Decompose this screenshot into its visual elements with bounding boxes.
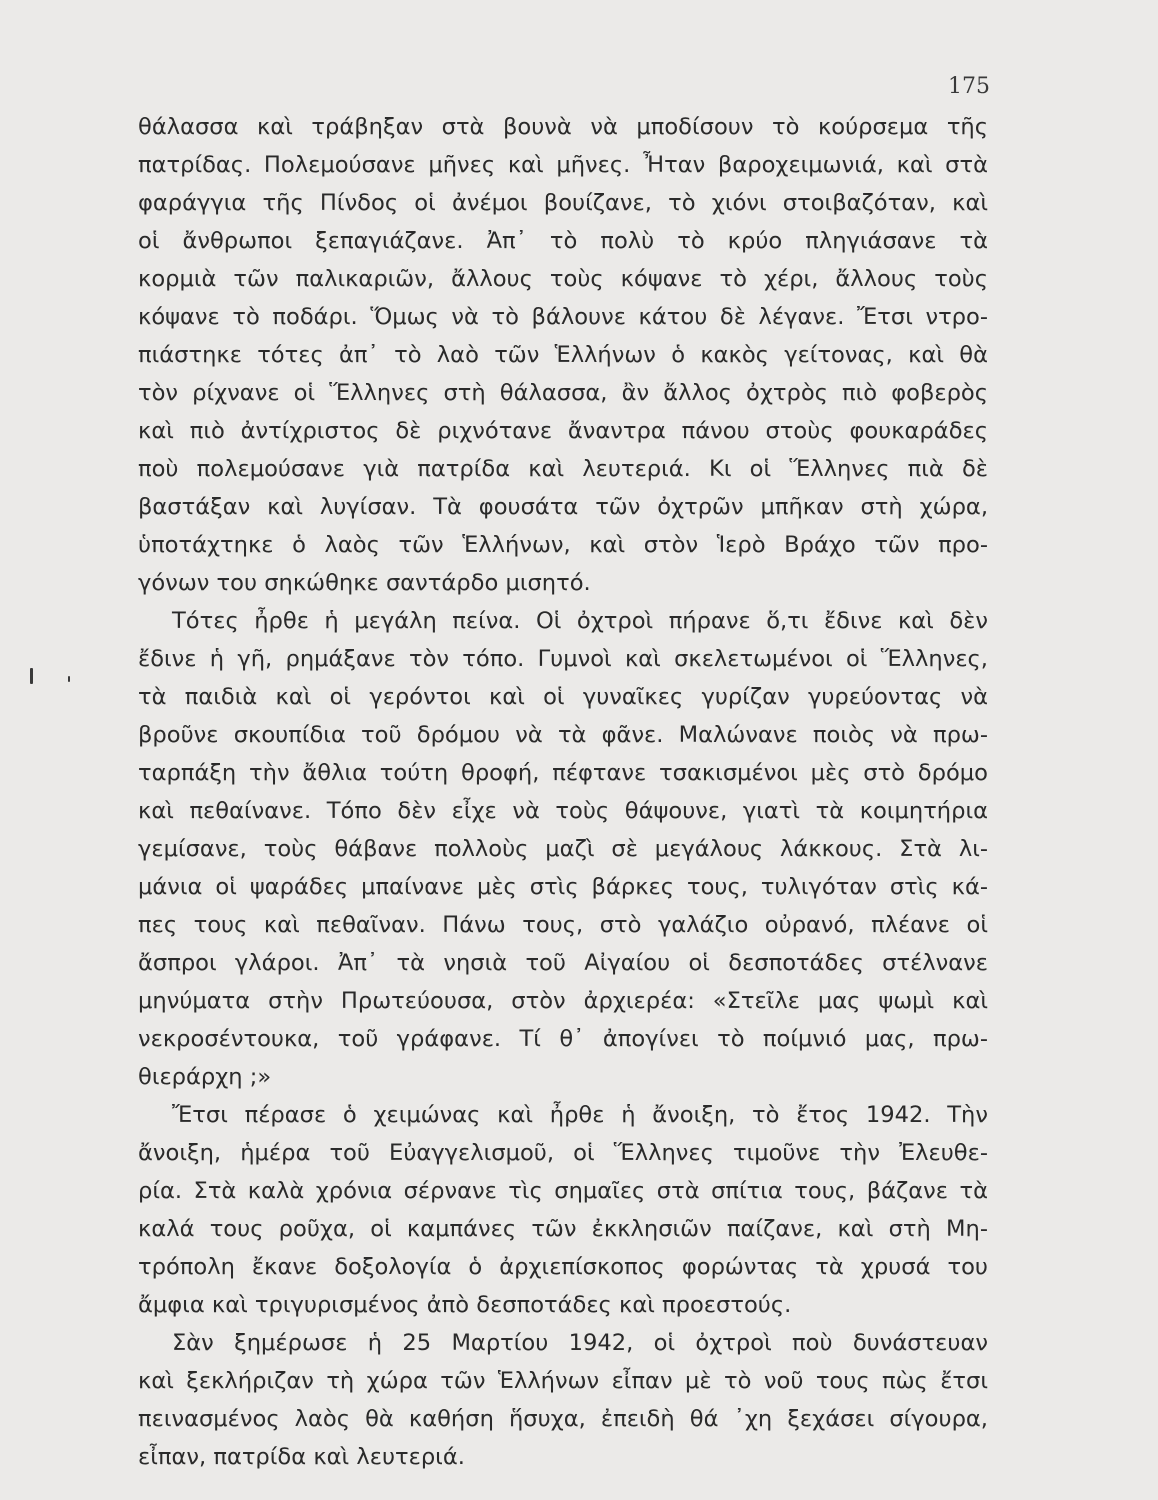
text-line: ταρπάξη τὴν ἄθλια τούτη θροφή, πέφτανε τσακισμένοι μὲς στὸ δρόμο: [138, 760, 988, 786]
page-number: 175: [948, 74, 990, 99]
text-line: θιεράρχη ;»: [138, 1064, 272, 1090]
text-line: ἄνοιξη, ἡμέρα τοῦ Εὐαγγελισμοῦ, οἱ Ἕλληνες τιμοῦνε τὴν Ἐλευθε-: [138, 1140, 988, 1166]
text-line: κόψανε τὸ ποδάρι. Ὅμως νὰ τὸ βάλουνε κάτου δὲ λέγανε. Ἔτσι ντρο-: [138, 304, 988, 330]
text-line: Σὰν ξημέρωσε ἡ 25 Μαρτίου 1942, οἱ ὀχτροὶ ποὺ δυνάστευαν: [172, 1330, 988, 1356]
text-line: βροῦνε σκουπίδια τοῦ δρόμου νὰ τὰ φᾶνε. Μαλώνανε ποιὸς νὰ πρω-: [138, 722, 988, 748]
text-line: ἄμφια καὶ τριγυρισμένος ἀπὸ δεσποτάδες καὶ προεστούς.: [138, 1292, 792, 1318]
text-line: ὑποτάχτηκε ὁ λαὸς τῶν Ἑλλήνων, καὶ στὸν Ἱερὸ Βράχο τῶν προ-: [138, 532, 988, 558]
body-text: [138, 108, 988, 1476]
text-line: Τότες ἦρθε ἡ μεγάλη πείνα. Οἱ ὀχτροὶ πήρανε ὅ,τι ἔδινε καὶ δὲν: [172, 608, 988, 634]
text-line: καὶ πιὸ ἀντίχριστος δὲ ριχνότανε ἄναντρα πάνου στοὺς φουκαράδες: [138, 418, 988, 444]
margin-mark: [68, 676, 70, 682]
text-line: κορμιὰ τῶν παλικαριῶν, ἄλλους τοὺς κόψανε τὸ χέρι, ἄλλους τοὺς: [138, 266, 988, 292]
text-line: βαστάξαν καὶ λυγίσαν. Τὰ φουσάτα τῶν ὀχτρῶν μπῆκαν στὴ χώρα,: [138, 494, 988, 520]
text-line: μηνύματα στὴν Πρωτεύουσα, στὸν ἀρχιερέα: «Στεῖλε μας ψωμὶ καὶ: [138, 988, 988, 1014]
text-line: φαράγγια τῆς Πίνδος οἱ ἀνέμοι βουίζανε, τὸ χιόνι στοιβαζόταν, καὶ: [138, 190, 988, 216]
text-line: οἱ ἄνθρωποι ξεπαγιάζανε. Ἀπ᾽ τὸ πολὺ τὸ κρύο πληγιάσανε τὰ: [138, 228, 988, 254]
text-line: καλά τους ροῦχα, οἱ καμπάνες τῶν ἐκκλησιῶν παίζανε, καὶ στὴ Μη-: [138, 1216, 988, 1242]
text-line: πες τους καὶ πεθαῖναν. Πάνω τους, στὸ γαλάζιο οὐρανό, πλέανε οἱ: [138, 912, 988, 938]
margin-mark: [30, 668, 33, 684]
text-line: καὶ ξεκλήριζαν τὴ χώρα τῶν Ἑλλήνων εἶπαν μὲ τὸ νοῦ τους πὼς ἔτσι: [138, 1368, 988, 1394]
text-line: γεμίσανε, τοὺς θάβανε πολλοὺς μαζὶ σὲ μεγάλους λάκκους. Στὰ λι-: [138, 836, 988, 862]
text-line: πεινασμένος λαὸς θὰ καθήση ἥσυχα, ἐπειδὴ θά ᾽χη ξεχάσει σίγουρα,: [138, 1406, 988, 1432]
text-line: θάλασσα καὶ τράβηξαν στὰ βουνὰ νὰ μποδίσουν τὸ κούρσεμα τῆς: [138, 114, 988, 140]
text-line: εἶπαν, πατρίδα καὶ λευτεριά.: [138, 1444, 465, 1470]
text-line: καὶ πεθαίνανε. Τόπο δὲν εἶχε νὰ τοὺς θάψουνε, γιατὶ τὰ κοιμητήρια: [138, 798, 988, 824]
text-line: ἔδινε ἡ γῆ, ρημάξανε τὸν τόπο. Γυμνοὶ καὶ σκελετωμένοι οἱ Ἕλληνες,: [138, 646, 988, 672]
text-line: μάνια οἱ ψαράδες μπαίνανε μὲς στὶς βάρκες τους, τυλιγόταν στὶς κά-: [138, 874, 988, 900]
text-line: ἄσπροι γλάροι. Ἀπ᾽ τὰ νησιὰ τοῦ Αἰγαίου οἱ δεσποτάδες στέλνανε: [138, 950, 988, 976]
text-line: τρόπολη ἔκανε δοξολογία ὁ ἀρχιεπίσκοπος φορώντας τὰ χρυσά του: [138, 1254, 988, 1280]
text-line: Ἔτσι πέρασε ὁ χειμώνας καὶ ἦρθε ἡ ἄνοιξη, τὸ ἔτος 1942. Τὴν: [172, 1102, 988, 1128]
text-line: τὸν ρίχνανε οἱ Ἕλληνες στὴ θάλασσα, ἂν ἄλλος ὀχτρὸς πιὸ φοβερὸς: [138, 380, 988, 406]
text-line: τὰ παιδιὰ καὶ οἱ γερόντοι καὶ οἱ γυναῖκες γυρίζαν γυρεύοντας νὰ: [138, 684, 988, 710]
text-line: πατρίδας. Πολεμούσανε μῆνες καὶ μῆνες. Ἦταν βαροχειμωνιά, καὶ στὰ: [138, 152, 988, 178]
text-line: γόνων του σηκώθηκε σαντάρδο μισητό.: [138, 570, 591, 596]
text-line: νεκροσέντουκα, τοῦ γράφανε. Τί θ᾽ ἀπογίνει τὸ ποίμνιό μας, πρω-: [138, 1026, 988, 1052]
text-line: ποὺ πολεμούσανε γιὰ πατρίδα καὶ λευτεριά. Κι οἱ Ἕλληνες πιὰ δὲ: [138, 456, 988, 482]
text-line: πιάστηκε τότες ἀπ᾽ τὸ λαὸ τῶν Ἑλλήνων ὁ κακὸς γείτονας, καὶ θὰ: [138, 342, 988, 368]
text-line: ρία. Στὰ καλὰ χρόνια σέρνανε τὶς σημαῖες στὰ σπίτια τους, βάζανε τὰ: [138, 1178, 988, 1204]
